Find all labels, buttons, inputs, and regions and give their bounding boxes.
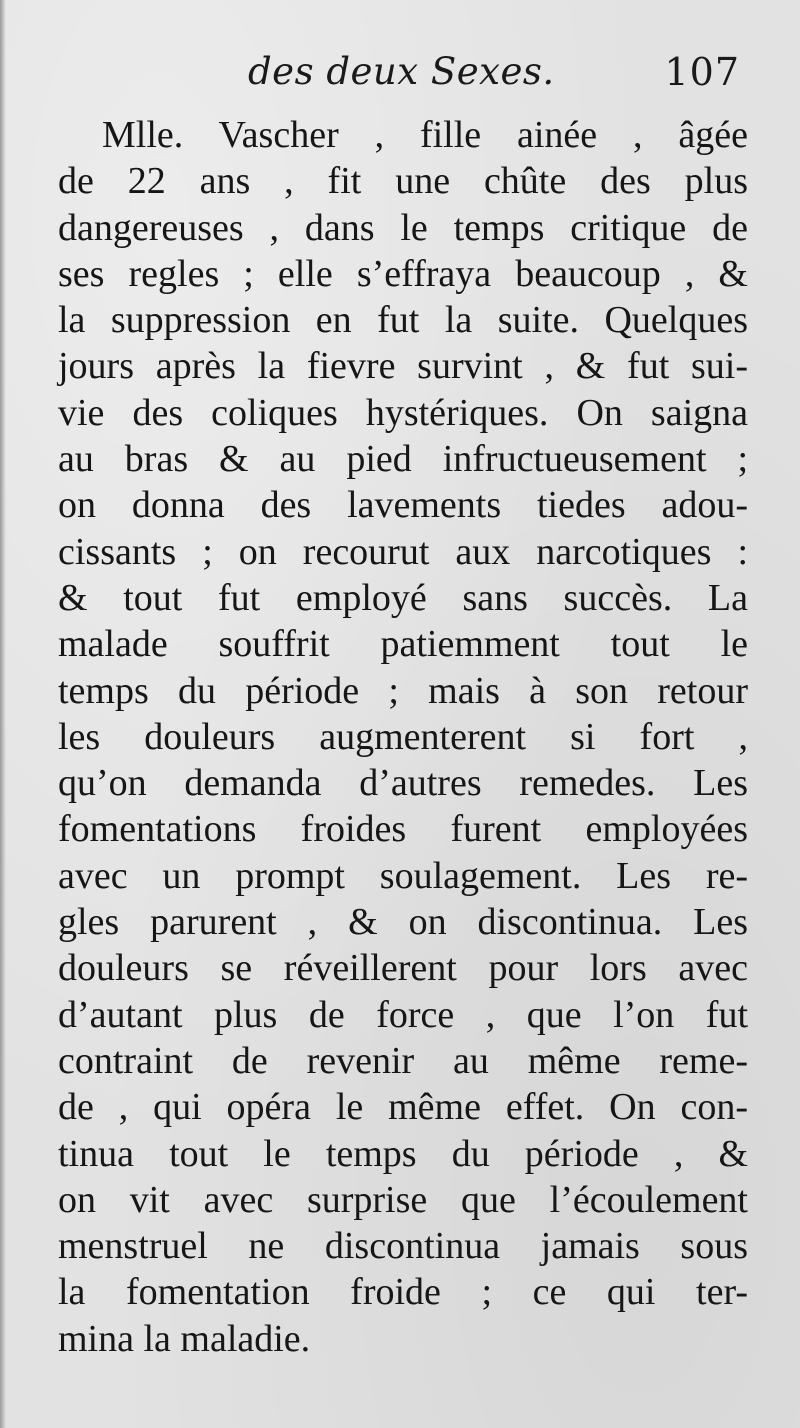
running-title: des deux Sexes.: [248, 50, 555, 93]
text-line: contraint de revenir au même reme-: [58, 1039, 748, 1082]
text-line: les douleurs augmenterent si fort ,: [58, 715, 748, 758]
text-line: temps du période ; mais à son retour: [58, 669, 748, 712]
text-line: malade souffrit patiemment tout le: [58, 623, 748, 666]
text-line: & tout fut employé sans succès. La: [58, 576, 748, 619]
page-edge-shadow: [0, 0, 6, 1428]
page-number: 107: [664, 50, 740, 94]
text-line: vie des coliques hystériques. On saigna: [58, 391, 748, 434]
text-line: ses regles ; elle s’effraya beaucoup , &: [58, 252, 748, 295]
text-line: douleurs se réveillerent pour lors avec: [58, 947, 748, 990]
body-paragraph: [58, 112, 748, 1362]
text-line: avec un prompt soulagement. Les re-: [58, 854, 748, 897]
text-line: mina la maladie.: [58, 1317, 311, 1360]
text-line: dangereuses , dans le temps critique de: [58, 206, 748, 249]
text-line: de 22 ans , fit une chûte des plus: [58, 160, 748, 203]
text-line: la suppression en fut la suite. Quelques: [58, 299, 748, 342]
text-line: qu’on demanda d’autres remedes. Les: [58, 762, 748, 805]
text-line: jours après la fievre survint , & fut sui-: [58, 345, 748, 388]
text-line: on donna des lavements tiedes adou-: [58, 484, 748, 527]
text-line: la fomentation froide ; ce qui ter-: [58, 1271, 748, 1314]
text-line: de , qui opéra le même effet. On con-: [58, 1086, 748, 1129]
text-line: on vit avec surprise que l’écoulement: [58, 1178, 748, 1221]
page-header: [58, 50, 748, 102]
text-line: fomentations froides furent employées: [58, 808, 748, 851]
text-line: menstruel ne discontinua jamais sous: [58, 1225, 748, 1268]
text-line: Mlle. Vascher , fille ainée , âgée: [102, 114, 748, 156]
text-line: cissants ; on recourut aux narcotiques :: [58, 530, 748, 573]
text-line: au bras & au pied infructueusement ;: [58, 438, 748, 481]
text-line: tinua tout le temps du période , &: [58, 1132, 748, 1175]
text-line: gles parurent , & on discontinua. Les: [58, 901, 748, 944]
text-line: d’autant plus de force , que l’on fut: [58, 993, 748, 1036]
